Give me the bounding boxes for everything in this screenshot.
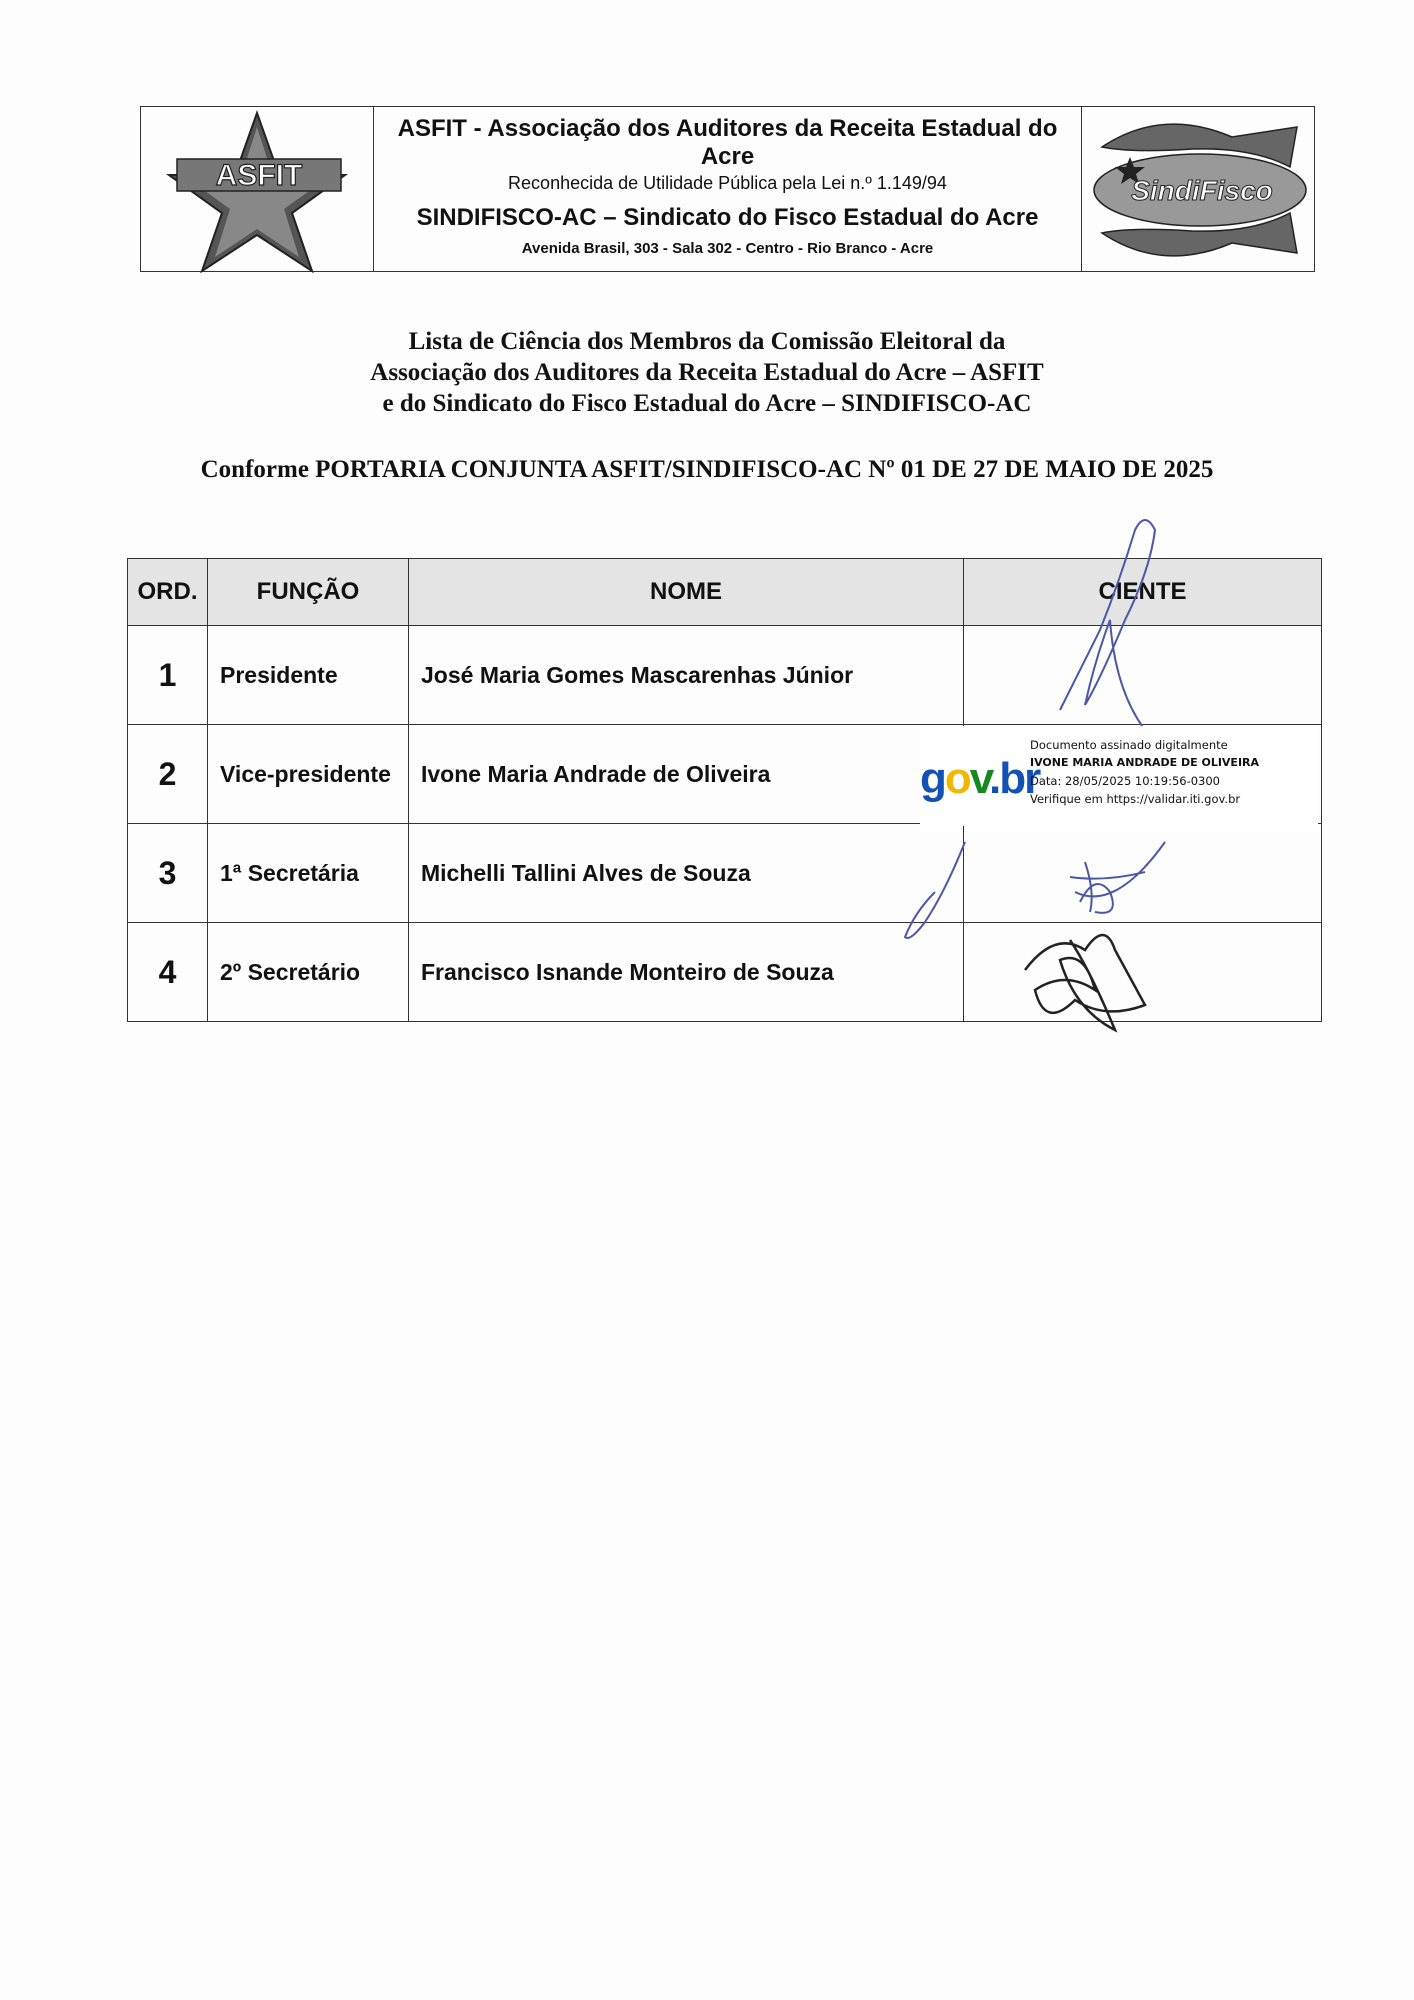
document-title — [0, 326, 1414, 419]
row-ord: 2 — [128, 725, 208, 824]
asfit-logo-text: ASFIT — [215, 159, 303, 192]
title-line3: e do Sindicato do Fisco Estadual do Acre – SINDIFISCO-AC — [382, 390, 1032, 417]
signer-name: IVONE MARIA ANDRADE DE OLIVEIRA — [1030, 756, 1260, 769]
row-funcao: Presidente — [208, 626, 409, 725]
letterhead-line1: ASFIT - Associação dos Auditores da Receita Estadual do Acre — [397, 115, 1058, 170]
table-row — [128, 923, 1322, 1022]
header-nome: NOME — [409, 559, 964, 626]
table-row — [128, 824, 1322, 923]
digital-signature-stamp — [920, 726, 1318, 826]
govbr-logo-g: g — [920, 754, 945, 803]
letterhead-line3: SINDIFISCO-AC – Sindicato do Fisco Estadual do Acre — [416, 204, 1039, 231]
row-nome: Michelli Tallini Alves de Souza — [409, 824, 964, 923]
sindifisco-logo-text: SindiFisco — [1131, 175, 1273, 206]
title-line2: Associação dos Auditores da Receita Estadual do Acre – ASFIT — [370, 359, 1044, 386]
digital-signature-details — [1030, 736, 1259, 808]
letterhead-text — [374, 107, 1082, 271]
row-ciente — [964, 824, 1322, 923]
header-funcao: FUNÇÃO — [208, 559, 409, 626]
signature-verify-url: Verifique em https://validar.iti.gov.br — [1030, 792, 1241, 806]
letterhead-address: Avenida Brasil, 303 - Sala 302 - Centro - Rio Branco - Acre — [521, 240, 934, 257]
signature-date: Data: 28/05/2025 10:19:56-0300 — [1030, 774, 1220, 788]
asfit-star-icon — [141, 107, 373, 273]
asfit-logo — [141, 107, 374, 271]
header-ord: ORD. — [128, 559, 208, 626]
row-nome: Ivone Maria Andrade de Oliveira — [409, 725, 964, 824]
govbr-logo-dot: . — [989, 754, 1000, 803]
table-row — [128, 626, 1322, 725]
letterhead — [140, 106, 1315, 272]
header-ciente: CIENTE — [964, 559, 1322, 626]
row-nome: José Maria Gomes Mascarenhas Júnior — [409, 626, 964, 725]
row-ord: 1 — [128, 626, 208, 725]
title-line1: Lista de Ciência dos Membros da Comissão Eleitoral da — [408, 328, 1006, 355]
sindifisco-emblem-icon — [1082, 107, 1314, 273]
row-funcao: Vice-presidente — [208, 725, 409, 824]
row-ord: 4 — [128, 923, 208, 1022]
row-funcao: 2º Secretário — [208, 923, 409, 1022]
row-ciente — [964, 923, 1322, 1022]
signature-caption: Documento assinado digitalmente — [1030, 738, 1228, 752]
row-ciente — [964, 626, 1322, 725]
portaria-reference: Conforme PORTARIA CONJUNTA ASFIT/SINDIFISCO-AC Nº 01 DE 27 DE MAIO DE 2025 — [200, 456, 1214, 483]
sindifisco-logo — [1082, 107, 1314, 271]
govbr-logo — [920, 754, 1039, 804]
letterhead-line2: Reconhecida de Utilidade Pública pela Lei n.º 1.149/94 — [508, 173, 947, 193]
row-ord: 3 — [128, 824, 208, 923]
row-funcao: 1ª Secretária — [208, 824, 409, 923]
govbr-logo-o: o — [944, 754, 970, 803]
govbr-logo-v: v — [969, 754, 989, 803]
table-header-row — [128, 559, 1322, 626]
govbr-logo-br: br — [999, 754, 1040, 803]
row-nome: Francisco Isnande Monteiro de Souza — [409, 923, 964, 1022]
